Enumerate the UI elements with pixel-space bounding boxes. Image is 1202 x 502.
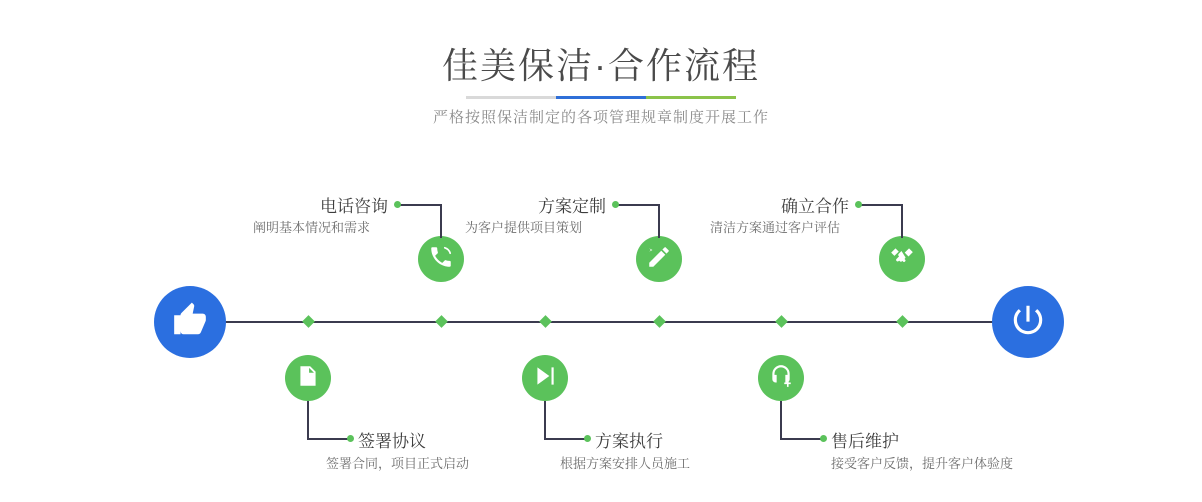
handshake-icon — [889, 244, 915, 275]
axis-marker-4 — [539, 315, 552, 328]
node-step-2[interactable] — [285, 355, 331, 401]
step-4-title: 方案执行 — [595, 432, 663, 451]
step-5-desc: 清洁方案通过客户评估 — [710, 220, 841, 235]
step-3-title: 方案定制 — [538, 197, 606, 216]
connector-dot-4 — [584, 435, 591, 442]
document-edit-icon — [295, 363, 321, 394]
connector-h-4 — [544, 438, 588, 440]
phone-call-icon — [428, 244, 454, 275]
plan-pen-icon — [646, 244, 672, 275]
axis-marker-2 — [302, 315, 315, 328]
connector-h-2 — [307, 438, 351, 440]
step-4-desc: 根据方案安排人员施工 — [560, 456, 691, 471]
step-1-desc: 阐明基本情况和需求 — [253, 220, 371, 235]
connector-v-3 — [658, 204, 660, 238]
step-5-title: 确立合作 — [781, 197, 849, 216]
step-2-title: 签署协议 — [358, 432, 426, 451]
timeline-end-badge — [992, 286, 1064, 358]
page-subtitle: 严格按照保洁制定的各项管理规章制度开展工作 — [432, 109, 769, 126]
connector-h-5 — [859, 204, 903, 206]
title-divider — [466, 96, 736, 99]
axis-marker-1 — [435, 315, 448, 328]
power-icon — [1009, 301, 1047, 344]
step-1-title: 电话咨询 — [320, 197, 388, 216]
connector-dot-5 — [855, 201, 862, 208]
node-step-5[interactable] — [879, 236, 925, 282]
connector-dot-6 — [820, 435, 827, 442]
axis-marker-6 — [775, 315, 788, 328]
connector-v-1 — [440, 204, 442, 238]
step-6-desc: 接受客户反馈，提升客户体验度 — [831, 456, 1014, 471]
connector-h-3 — [616, 204, 660, 206]
connector-dot-3 — [612, 201, 619, 208]
connector-dot-2 — [347, 435, 354, 442]
connector-v-5 — [901, 204, 903, 238]
node-step-3[interactable] — [636, 236, 682, 282]
step-6-title: 售后维护 — [831, 432, 899, 451]
axis-marker-5 — [896, 315, 909, 328]
step-2-desc: 签署合同，项目正式启动 — [326, 456, 470, 471]
axis-marker-3 — [653, 315, 666, 328]
divider-segment-green — [646, 96, 736, 99]
connector-v-4 — [544, 401, 546, 439]
connector-h-1 — [398, 204, 442, 206]
connector-v-6 — [780, 401, 782, 439]
play-forward-icon — [532, 363, 558, 394]
connector-dot-1 — [394, 201, 401, 208]
step-3-desc: 为客户提供项目策划 — [465, 220, 583, 235]
headset-support-icon — [768, 363, 794, 394]
thumbs-up-icon — [171, 301, 209, 344]
node-step-1[interactable] — [418, 236, 464, 282]
node-step-4[interactable] — [522, 355, 568, 401]
connector-v-2 — [307, 401, 309, 439]
node-step-6[interactable] — [758, 355, 804, 401]
page-title: 佳美保洁·合作流程 — [442, 45, 760, 86]
connector-h-6 — [780, 438, 824, 440]
timeline-start-badge — [154, 286, 226, 358]
divider-segment-blue — [556, 96, 646, 99]
